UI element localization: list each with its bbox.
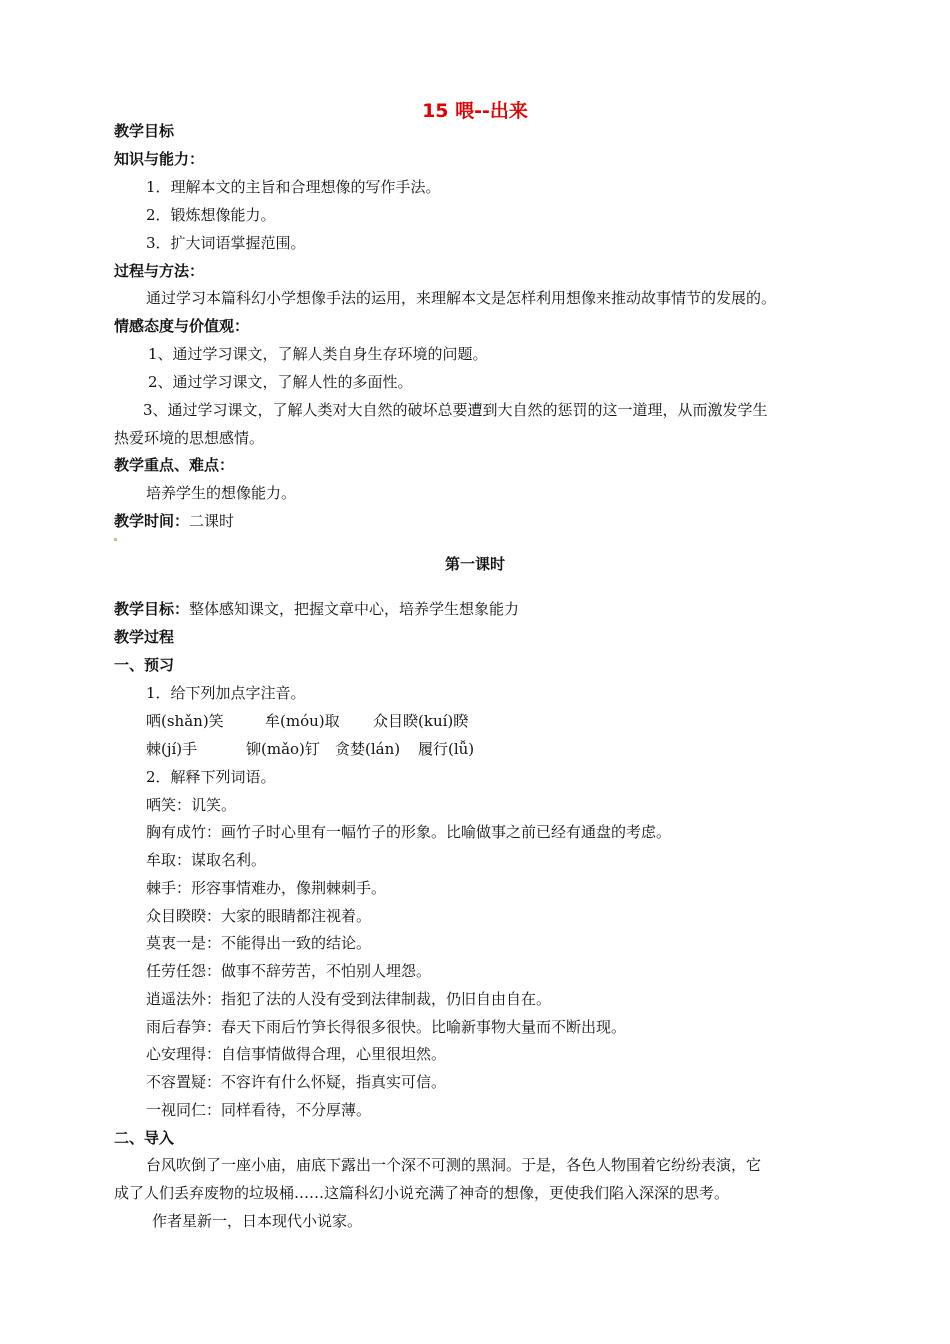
vocab-item: 雨后春笋：春天下雨后竹笋长得很多很快。比喻新事物大量而不断出现。 (146, 1018, 627, 1036)
intro-paragraph-line: 成了人们丢弃废物的垃圾桶……这篇科幻小说充满了神奇的想像，更使我们陷入深深的思考。 (114, 1184, 730, 1202)
pinyin-item: 牟(móu)取 (265, 712, 340, 730)
pinyin-item: 贪婪(lán) (335, 740, 401, 758)
preview-task2: 2．解释下列词语。 (146, 768, 276, 786)
knowledge-item: 1．理解本文的主旨和合理想像的写作手法。 (146, 178, 441, 196)
teaching-time-label: 教学时间： (114, 512, 190, 530)
vocab-item: 众目睽睽：大家的眼睛都注视着。 (146, 907, 372, 925)
emotion-item: 2、通过学习课文，了解人性的多面性。 (148, 373, 413, 391)
lesson1-goal-value: 整体感知课文，把握文章中心，培养学生想象能力 (189, 600, 520, 618)
vocab-item: 心安理得：自信事情做得合理，心里很坦然。 (146, 1045, 447, 1063)
vocab-item: 任劳任怨：做事不辞劳苦，不怕别人埋怨。 (146, 962, 432, 980)
vocab-item: 一视同仁：同样看待，不分厚薄。 (146, 1101, 372, 1119)
lesson1-goal (114, 599, 519, 619)
emotion-item-continuation: 热爱环境的思想感情。 (114, 429, 265, 447)
process-method-text: 通过学习本篇科幻小学想像手法的运用，来理解本文是怎样利用想像来推动故事情节的发展的。 (146, 289, 777, 307)
vocab-item: 胸有成竹：画竹子时心里有一幅竹子的形象。比喻做事之前已经有通盘的考虑。 (146, 823, 672, 841)
emotion-item: 3、通过学习课文，了解人类对大自然的破坏总要遭到大自然的惩罚的这一道理，从而激发学生 (143, 401, 768, 419)
vocab-item: 不容置疑：不容许有什么怀疑，指真实可信。 (146, 1073, 447, 1091)
vocab-item: 哂笑：讥笑。 (146, 796, 237, 814)
pinyin-item: 哂(shǎn)笑 (146, 712, 224, 730)
author-line: 作者星新一，日本现代小说家。 (152, 1212, 363, 1230)
knowledge-item: 2．锻炼想像能力。 (146, 206, 276, 224)
intro-paragraph-line: 台风吹倒了一座小庙，庙底下露出一个深不可测的黑洞。于是，各色人物围着它纷纷表演，它 (146, 1156, 762, 1174)
preview-task1: 1．给下列加点字注音。 (146, 684, 306, 702)
teaching-time (114, 511, 234, 531)
pinyin-item: 众目睽(kuí)睽 (373, 712, 469, 730)
key-points-text: 培养学生的想像能力。 (146, 484, 297, 502)
vocab-item: 莫衷一是：不能得出一致的结论。 (146, 934, 372, 952)
lesson1-heading: 第一课时 (444, 555, 505, 573)
emotion-heading: 情感态度与价值观： (114, 317, 250, 335)
pinyin-item: 履行(lǚ) (418, 740, 475, 758)
vocab-item: 牟取：谋取名利。 (146, 851, 267, 869)
key-points-heading: 教学重点、难点： (114, 456, 235, 474)
teaching-goals-heading: 教学目标 (114, 122, 175, 140)
process-method-heading: 过程与方法： (114, 262, 205, 280)
teaching-process-heading: 教学过程 (114, 628, 175, 646)
knowledge-heading: 知识与能力： (114, 150, 205, 168)
vocab-item: 逍遥法外：指犯了法的人没有受到法律制裁，仍旧自由自在。 (146, 990, 552, 1008)
teaching-time-value: 二课时 (189, 512, 235, 530)
stray-mark (114, 538, 117, 541)
document-title: 15 喂--出来 (422, 100, 528, 122)
emotion-item: 1、通过学习课文，了解人类自身生存环境的问题。 (148, 345, 488, 363)
vocab-item: 棘手：形容事情难办，像荆棘刺手。 (146, 879, 387, 897)
preview-heading: 一、预习 (114, 656, 175, 674)
knowledge-item: 3．扩大词语掌握范围。 (146, 234, 306, 252)
lesson1-goal-label: 教学目标： (114, 600, 190, 618)
intro-heading: 二、导入 (114, 1129, 175, 1147)
pinyin-item: 棘(jí)手 (146, 740, 198, 758)
pinyin-item: 铆(mǎo)钉 (246, 740, 320, 758)
